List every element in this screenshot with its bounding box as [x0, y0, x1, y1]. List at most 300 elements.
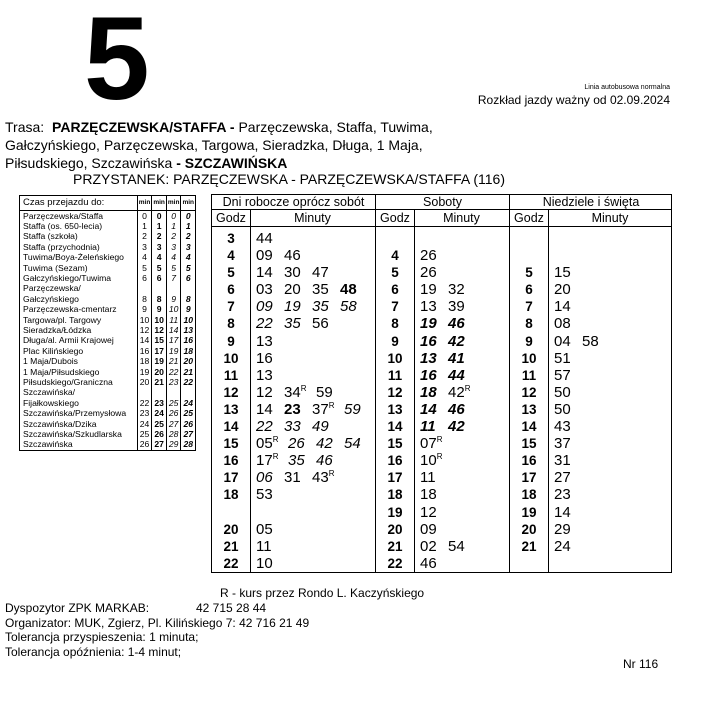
minutes-cell — [256, 281, 368, 298]
travel-stop-name: Parzęczewska/Staffa — [23, 210, 104, 221]
minute-value: 14 — [554, 503, 571, 521]
departure-minute — [284, 418, 312, 435]
travel-minutes: 18 — [137, 356, 152, 366]
hour-cell: 11 — [387, 367, 403, 383]
travel-minutes: 2 — [181, 231, 195, 241]
hour-row — [510, 435, 672, 452]
travel-stop-name: Szczawińska/Szkudlarska — [23, 429, 122, 440]
travel-minutes: 2 — [166, 231, 181, 241]
minute-value: 23 — [284, 400, 301, 418]
travel-minutes: 6 — [137, 273, 152, 283]
hour-cell: 13 — [521, 401, 537, 417]
travel-row — [20, 335, 195, 345]
hour-cell: 20 — [521, 521, 537, 537]
minute-value: 16 — [256, 349, 273, 367]
hour-cell: 14 — [521, 419, 537, 435]
minute-value: 03 — [256, 281, 273, 299]
departure-minute — [256, 452, 288, 469]
hour-row — [212, 469, 375, 486]
hour-row — [376, 315, 509, 332]
departure-minute — [420, 452, 452, 469]
travel-row — [20, 315, 195, 325]
hour-row — [212, 333, 375, 350]
travel-row — [20, 252, 195, 262]
departure-minute — [256, 350, 284, 367]
travel-minutes: 0 — [166, 210, 181, 221]
travel-minutes — [181, 283, 195, 293]
minute-value: 13 — [420, 349, 437, 367]
departure-minute — [554, 298, 582, 315]
hour-cell: 3 — [227, 231, 235, 246]
travel-minutes: 22 — [137, 398, 152, 408]
travel-stop-name: Gałczyńskiego — [23, 293, 79, 304]
departure-minute — [554, 435, 582, 452]
departure-minute — [344, 435, 372, 452]
hour-cell: 20 — [387, 521, 403, 537]
departure-minute — [448, 281, 476, 298]
travel-minutes: 5 — [166, 263, 181, 273]
minute-value: 02 — [420, 537, 437, 555]
departure-minute — [256, 281, 284, 298]
departure-minute — [420, 384, 448, 401]
departure-minute — [420, 418, 448, 435]
departure-minute — [256, 367, 284, 384]
minutes-cell — [420, 469, 448, 486]
departure-minute — [554, 418, 582, 435]
valid-from-date: Rozkład jazdy ważny od 02.09.2024 — [477, 93, 670, 107]
hour-cell: 12 — [223, 384, 239, 400]
departure-minute — [256, 435, 288, 452]
travel-stop-name: 1 Maja/Piłsudskiego — [23, 366, 100, 377]
hour-cell: 5 — [525, 265, 533, 281]
route-end-stop: - SZCZAWIŃSKA — [176, 155, 288, 171]
departure-minute — [420, 538, 448, 555]
minute-value: 11 — [420, 469, 436, 487]
travel-minutes: 4 — [152, 252, 167, 262]
departure-minute — [256, 486, 284, 503]
travel-minutes: 1 — [166, 221, 181, 231]
departure-minute — [420, 333, 448, 350]
minutes-cell — [420, 418, 476, 435]
dispatcher-label: Dyspozytor ZPK MARKAB: — [5, 601, 150, 615]
hour-cell: 7 — [227, 299, 235, 315]
minute-value: 11 — [420, 418, 436, 436]
minutes-cell — [554, 538, 582, 555]
travel-row — [20, 210, 195, 221]
travel-stop-name: Plac Kilińskiego — [23, 345, 84, 356]
departure-minute — [312, 469, 344, 486]
hour-row — [376, 298, 509, 315]
minute-value: 50 — [554, 400, 571, 418]
minutes-cell — [554, 367, 582, 384]
minutes-cell — [554, 435, 582, 452]
travel-minutes: 4 — [181, 252, 195, 262]
hour-row — [212, 264, 375, 281]
minute-value: 31 — [284, 469, 301, 487]
travel-minutes: 11 — [166, 315, 181, 325]
minutes-cell — [256, 435, 372, 452]
minutes-cell — [256, 350, 284, 367]
hour-row — [212, 555, 375, 572]
hour-cell: 10 — [387, 350, 403, 366]
hour-row — [376, 247, 509, 264]
hour-cell: 20 — [223, 521, 239, 537]
minute-value: 33 — [284, 418, 301, 436]
hour-cell: 9 — [525, 333, 533, 349]
hour-row — [376, 384, 509, 401]
departure-minute — [554, 538, 582, 555]
travel-minutes: 5 — [137, 263, 152, 273]
dispatcher-row — [5, 601, 309, 616]
travel-minutes — [166, 283, 181, 293]
hour-row — [212, 281, 375, 298]
departure-minute — [256, 333, 284, 350]
travel-stop-name: Szczawińska/Dzika — [23, 418, 97, 429]
route-streets-1: Parzęczewska, Staffa, Tuwima, — [238, 119, 433, 135]
route-label: Trasa: — [5, 119, 45, 135]
departure-minute — [554, 350, 582, 367]
minute-value: 44 — [448, 366, 465, 384]
minute-value: 10 — [420, 452, 437, 470]
minutes-cell — [420, 281, 476, 298]
departure-minute — [256, 401, 284, 418]
travel-stop-name: Staffa (szkoła) — [23, 231, 78, 242]
minutes-cell — [554, 504, 582, 521]
minute-value: 26 — [420, 247, 437, 265]
travel-minutes: 3 — [181, 242, 195, 252]
minute-value: 50 — [554, 383, 571, 401]
travel-minutes: 14 — [137, 335, 152, 345]
departure-minute — [420, 247, 448, 264]
travel-minutes: 20 — [152, 367, 167, 377]
minute-value: 46 — [284, 247, 301, 265]
minutes-cell — [256, 555, 284, 572]
travel-minutes: 28 — [181, 439, 195, 449]
minutes-cell — [420, 401, 476, 418]
travel-minutes: 24 — [137, 419, 152, 429]
minutes-cell — [554, 486, 582, 503]
hour-cell: 18 — [521, 487, 537, 503]
hour-row — [212, 384, 375, 401]
minute-value: 14 — [256, 264, 273, 282]
minute-value: 26 — [288, 435, 305, 453]
departure-minute — [420, 435, 452, 452]
hour-cell: 8 — [391, 316, 399, 332]
travel-minutes: 22 — [181, 377, 195, 387]
hour-cell: 18 — [223, 487, 239, 503]
minute-value: 14 — [420, 400, 437, 418]
minutes-cell — [554, 401, 582, 418]
hour-row — [376, 486, 509, 503]
minute-value: 13 — [256, 332, 273, 350]
travel-minutes — [152, 283, 167, 293]
minutes-cell — [256, 538, 284, 555]
departure-minute — [284, 264, 312, 281]
minute-value: 09 — [256, 298, 273, 316]
minutes-cell — [554, 298, 582, 315]
hour-cell: 6 — [525, 282, 533, 298]
route-marker: R — [300, 383, 307, 393]
travel-minutes: 16 — [137, 346, 152, 356]
minute-value: 17 — [256, 452, 273, 470]
minute-value: 37 — [312, 400, 329, 418]
minutes-cell — [420, 367, 476, 384]
minute-value: 59 — [316, 383, 333, 401]
dispatcher-phone: 42 715 28 44 — [196, 601, 267, 615]
minute-value: 14 — [554, 298, 571, 316]
travel-row — [20, 387, 195, 397]
travel-minutes: 26 — [181, 419, 195, 429]
hour-row — [510, 504, 672, 521]
travel-minutes: 24 — [181, 398, 195, 408]
departure-minute — [448, 401, 476, 418]
departure-minute — [312, 264, 340, 281]
hour-header: Godz — [380, 211, 410, 225]
line-type: Linia autobusowa normalna — [584, 84, 670, 91]
minute-value: 44 — [256, 230, 273, 247]
travel-minutes: 25 — [181, 408, 195, 418]
travel-stop-name: Szczawińska/ — [23, 387, 76, 398]
travel-minutes: 12 — [137, 325, 152, 335]
departure-minute — [284, 469, 312, 486]
travel-minutes: 9 — [137, 304, 152, 314]
departure-minute — [256, 418, 284, 435]
hour-row — [376, 264, 509, 281]
travel-row — [20, 367, 195, 377]
minute-value: 54 — [344, 435, 361, 453]
travel-row — [20, 408, 195, 418]
travel-minutes: 3 — [166, 242, 181, 252]
hour-row — [510, 247, 672, 264]
travel-minutes: 21 — [181, 367, 195, 377]
travel-row — [20, 294, 195, 304]
minute-value: 32 — [448, 281, 465, 299]
hour-cell: 17 — [223, 470, 239, 486]
travel-stop-name: Długa/al. Armii Krajowej — [23, 335, 114, 346]
hour-cell: 5 — [227, 265, 235, 281]
minute-value: 22 — [256, 418, 273, 436]
hour-row — [212, 521, 375, 538]
hour-cell: 15 — [387, 436, 403, 452]
minutes-cell — [256, 452, 344, 469]
departure-minute — [256, 521, 284, 538]
hour-row — [376, 418, 509, 435]
hour-cell: 13 — [223, 401, 239, 417]
travel-row — [20, 398, 195, 408]
minute-value: 48 — [340, 281, 357, 299]
minute-value: 46 — [420, 554, 437, 572]
departure-minute — [284, 281, 312, 298]
travel-minutes: 22 — [166, 367, 181, 377]
hour-header: Godz — [216, 211, 246, 225]
hour-row — [376, 469, 509, 486]
departure-minute — [312, 418, 340, 435]
hour-row — [510, 401, 672, 418]
hour-cell: 15 — [521, 436, 537, 452]
minute-value: 05 — [256, 520, 273, 538]
travel-stop-name: Parzęczewska-cmentarz — [23, 304, 117, 315]
minute-value: 49 — [312, 418, 329, 436]
departure-minute — [554, 452, 582, 469]
minute-value: 57 — [554, 366, 571, 384]
travel-stop-name: Fijałkowskiego — [23, 397, 79, 408]
travel-row — [20, 346, 195, 356]
minutes-cell — [420, 435, 452, 452]
travel-minutes: 1 — [152, 221, 167, 231]
departure-minute — [420, 315, 448, 332]
departure-minute — [312, 315, 340, 332]
minute-value: 19 — [284, 298, 301, 316]
saturday-title: Soboty — [376, 194, 509, 210]
departure-minute — [316, 435, 344, 452]
minute-value: 53 — [256, 486, 273, 504]
travel-minutes: 1 — [137, 221, 152, 231]
hour-row — [376, 555, 509, 572]
travel-stop-name: Tuwima (Sezam) — [23, 262, 88, 273]
departure-minute — [554, 315, 582, 332]
minutes-cell — [554, 315, 582, 332]
departure-minute — [554, 469, 582, 486]
hour-row — [510, 264, 672, 281]
travel-minutes: 21 — [152, 377, 167, 387]
hour-row — [212, 401, 375, 418]
minute-value: 39 — [448, 298, 465, 316]
route-description — [5, 118, 565, 172]
hour-cell: 21 — [387, 538, 403, 554]
departure-minute — [420, 367, 448, 384]
travel-minutes — [137, 387, 152, 397]
departure-minute — [554, 281, 582, 298]
minute-value: 19 — [420, 315, 437, 333]
departure-minute — [316, 384, 344, 401]
travel-row — [20, 419, 195, 429]
minutes-cell — [256, 264, 340, 281]
travel-row — [20, 231, 195, 241]
travel-minutes: 13 — [181, 325, 195, 335]
travel-minutes: 18 — [181, 346, 195, 356]
departure-minute — [288, 452, 316, 469]
travel-minutes: 25 — [152, 419, 167, 429]
minute-value: 34 — [284, 383, 301, 401]
travel-minutes: 23 — [166, 377, 181, 387]
travel-minutes: 17 — [166, 335, 181, 345]
travel-stop-name: Targowa/pl. Targowy — [23, 314, 102, 325]
min-header: min — [166, 196, 181, 210]
travel-minutes: 10 — [137, 315, 152, 325]
hour-row — [212, 538, 375, 555]
minutes-cell — [420, 264, 448, 281]
hour-cell: 4 — [391, 248, 399, 264]
departure-minute — [448, 333, 476, 350]
departure-minute — [448, 350, 476, 367]
minute-value: 42 — [448, 383, 465, 401]
weekday-section — [212, 194, 375, 572]
departure-minute — [284, 315, 312, 332]
hour-row — [510, 315, 672, 332]
hour-row — [376, 367, 509, 384]
departure-minute — [420, 350, 448, 367]
travel-minutes: 26 — [152, 429, 167, 439]
hour-cell: 16 — [223, 453, 239, 469]
travel-minutes: 0 — [137, 210, 152, 221]
hour-row — [510, 333, 672, 350]
departure-minute — [256, 384, 284, 401]
travel-minutes: 9 — [152, 304, 167, 314]
departure-minute — [420, 521, 448, 538]
travel-row — [20, 273, 195, 283]
travel-minutes — [166, 387, 181, 397]
minutes-cell — [256, 469, 344, 486]
departure-minute — [340, 298, 368, 315]
minutes-cell — [420, 521, 448, 538]
travel-minutes — [137, 283, 152, 293]
departure-minute — [312, 298, 340, 315]
travel-minutes: 29 — [166, 439, 181, 449]
hour-row — [376, 452, 509, 469]
departure-minute — [554, 486, 582, 503]
departure-minute — [554, 521, 582, 538]
saturday-section — [375, 194, 509, 572]
legend-note: R - kurs przez Rondo L. Kaczyńskiego — [220, 586, 425, 600]
hour-cell: 9 — [391, 333, 399, 349]
travel-minutes: 14 — [166, 325, 181, 335]
travel-minutes: 1 — [181, 221, 195, 231]
minute-value: 04 — [554, 332, 571, 350]
sunday-section — [509, 194, 672, 572]
departure-minute — [420, 298, 448, 315]
departure-minute — [288, 435, 316, 452]
minutes-cell — [554, 521, 582, 538]
departure-minute — [312, 401, 344, 418]
minutes-cell — [256, 521, 284, 538]
travel-minutes: 16 — [181, 335, 195, 345]
minute-value: 19 — [420, 281, 437, 299]
route-marker: R — [436, 435, 443, 445]
travel-minutes: 24 — [152, 408, 167, 418]
minute-value: 43 — [312, 469, 329, 487]
hour-cell: 8 — [525, 316, 533, 332]
hour-cell: 21 — [521, 538, 537, 554]
travel-minutes: 19 — [166, 346, 181, 356]
hour-cell: 16 — [387, 453, 403, 469]
travel-row — [20, 304, 195, 314]
travel-minutes: 9 — [166, 294, 181, 304]
minutes-cell — [554, 281, 582, 298]
departure-minute — [420, 486, 448, 503]
minute-value: 56 — [312, 315, 329, 333]
hour-header: Godz — [514, 211, 544, 225]
hour-row — [510, 418, 672, 435]
departure-minute — [316, 452, 344, 469]
hour-row — [510, 281, 672, 298]
travel-stop-name: Gałczyńskiego/Tuwima — [23, 272, 112, 283]
travel-minutes: 27 — [166, 419, 181, 429]
minute-value: 09 — [256, 247, 273, 265]
minutes-cell — [420, 298, 476, 315]
minute-value: 13 — [256, 366, 273, 384]
minute-value: 47 — [312, 264, 329, 282]
tolerance-early: Tolerancja przyspieszenia: 1 minuta; — [5, 630, 199, 644]
departure-minute — [256, 298, 284, 315]
minutes-cell — [554, 452, 582, 469]
hour-row — [510, 367, 672, 384]
departure-minute — [256, 247, 284, 264]
minute-value: 26 — [420, 264, 437, 282]
hour-row — [510, 486, 672, 503]
hour-cell: 14 — [223, 419, 239, 435]
departure-minute — [420, 281, 448, 298]
minutes-cell — [420, 333, 476, 350]
